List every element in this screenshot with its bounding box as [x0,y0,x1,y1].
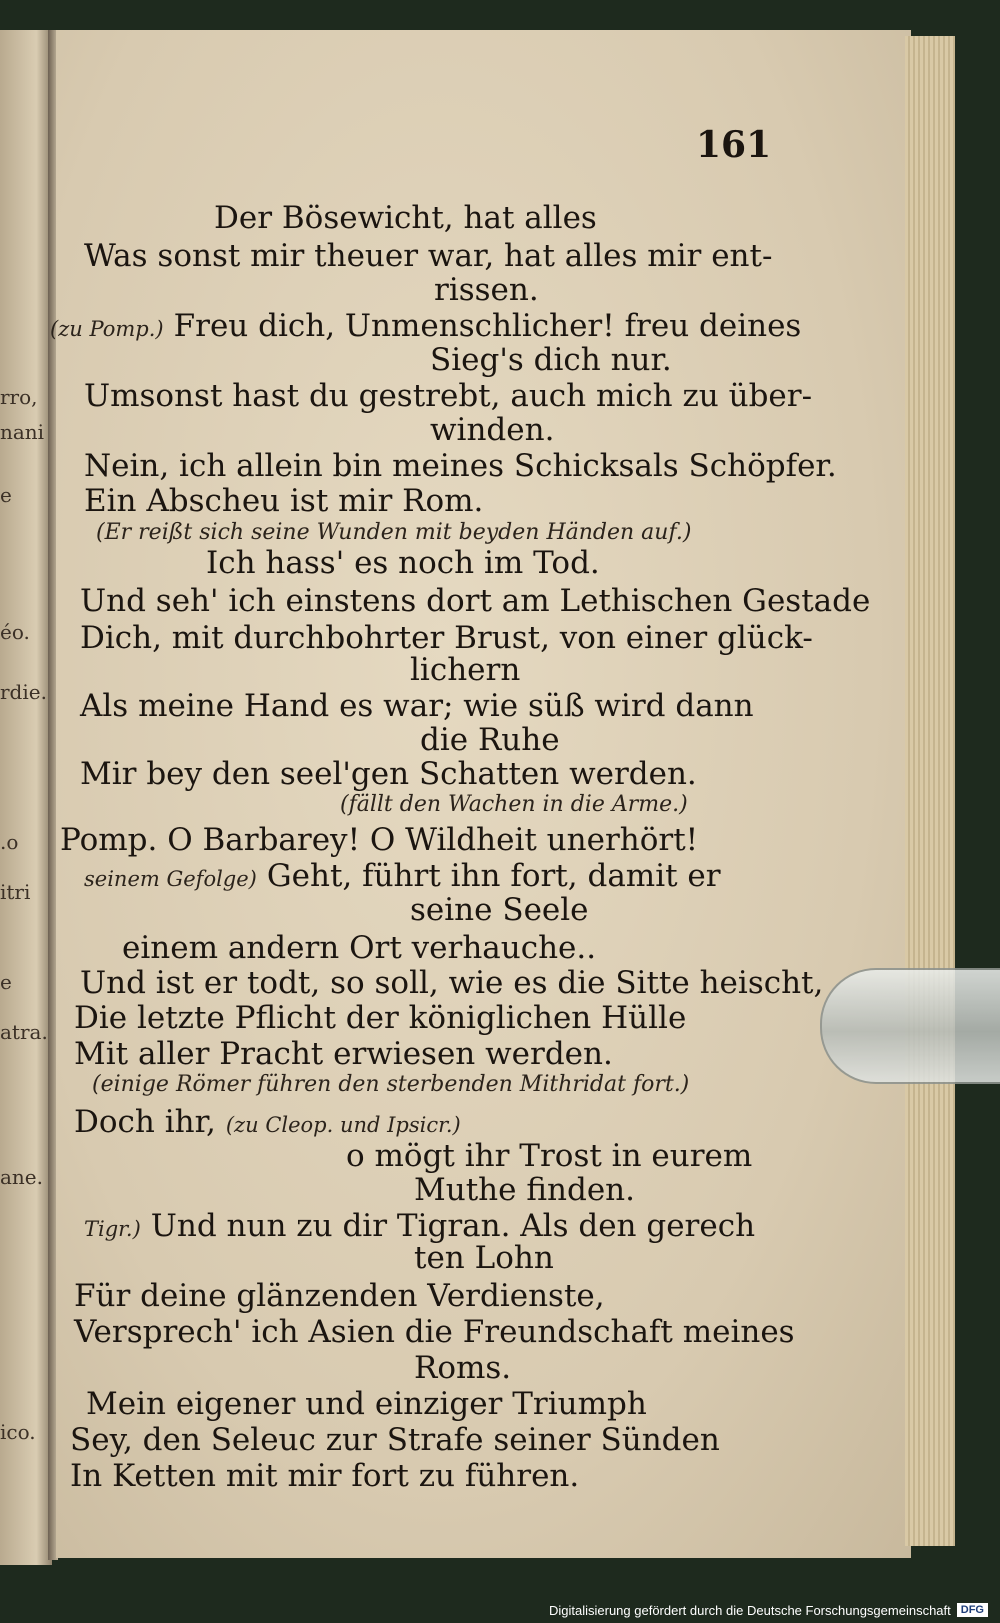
verse-line [414,1350,511,1386]
verse-line [430,342,672,378]
verse-line [84,378,812,414]
verse-line [80,688,754,724]
line-text: Geht, führt ihn fort, damit er [266,858,721,894]
left-page-fragment: .o [0,830,19,854]
verse-line [410,652,520,688]
line-text: (Er reißt sich seine Wunden mit beyden Händen auf.) [96,520,692,545]
line-text: o mögt ihr Trost in eurem [346,1138,753,1174]
line-text: Und ist er todt, so soll, wie es die Sitte heischt, [80,965,824,1001]
verse-line [414,1240,554,1276]
verse-line [84,448,837,484]
stage-direction: Tigr.) [84,1217,141,1241]
line-text: Mit aller Pracht erwiesen werden. [74,1036,613,1072]
stage-direction [92,1072,689,1097]
verse-line [214,200,597,236]
verse-line [74,1314,795,1350]
page-number: 161 [696,124,772,166]
line-text: Roms. [414,1350,512,1386]
stage-direction: seinem Gefolge) [84,867,257,891]
verse-line [80,620,813,656]
line-text: (fällt den Wachen in die Arme.) [340,792,688,817]
left-page-fragment: éo. [0,620,30,644]
verse-line [84,483,483,519]
line-text: Freu dich, Unmenschlicher! freu deines [173,308,802,344]
line-text: einem andern Ort verhauche.. [122,930,597,966]
left-page-fragment: rdie. [0,680,47,704]
line-text: Mein eigener und einziger Triumph [86,1386,647,1422]
verse-line [74,1104,471,1140]
verse-line [434,272,539,308]
verse-line [84,238,772,274]
verse-line [60,822,698,858]
footer-text: Digitalisierung gefördert durch die Deutsche Forschungsgemeinschaft [548,1602,951,1618]
line-text: Der Bösewicht, hat alles [214,200,597,236]
verse-line [410,892,589,928]
line-text: Und nun zu dir Tigran. Als den gerech [150,1208,756,1244]
line-text: Doch ihr, [74,1104,216,1140]
left-page-fragment: nani [0,420,45,444]
line-text: Die letzte Pflicht der königlichen Hülle [74,1000,687,1036]
line-text: Mir bey den seel'gen Schatten werden. [80,756,697,792]
verse-line [80,583,870,619]
line-text: Für deine glänzenden Verdienste, [74,1278,605,1314]
verse-line [206,545,600,581]
verse-line [70,1458,579,1494]
stage-direction: (zu Cleop. und Ipsicr.) [225,1113,461,1137]
verse-line [74,1278,605,1314]
line-text: Dich, mit durchbohrter Brust, von einer glück- [80,620,813,656]
verse-line [86,1386,647,1422]
line-text: Ein Abscheu ist mir Rom. [84,483,484,519]
stage-direction: (zu Pomp.) [50,317,164,341]
left-page-fragment: rro, [0,385,38,409]
left-page-fragment: itri [0,880,31,904]
dfg-logo: DFG [957,1603,988,1617]
line-text: rissen. [434,272,539,308]
verse-line [74,1000,686,1036]
line-text: lichern [410,652,521,688]
line-text: Pomp. O Barbarey! O Wildheit unerhört! [60,822,699,858]
line-text: Nein, ich allein bin meines Schicksals Schöpfer. [84,448,837,484]
stage-direction [96,520,691,545]
line-text: (einige Römer führen den sterbenden Mithridat fort.) [92,1072,690,1097]
left-page-fragment: e [0,970,12,994]
verse-line [50,308,801,344]
line-text: Muthe finden. [414,1172,635,1208]
footer [549,1599,988,1621]
line-text: die Ruhe [420,722,560,758]
stage-direction [340,792,688,817]
line-text: In Ketten mit mir fort zu führen. [70,1458,580,1494]
line-text: Und seh' ich einstens dort am Lethischen Gestade [80,583,871,619]
line-text: seine Seele [410,892,589,928]
line-text: ten Lohn [414,1240,554,1276]
left-page-fragment: ico. [0,1420,36,1444]
verse-line [74,1036,613,1072]
line-text: Was sonst mir theuer war, hat alles mir ent- [84,238,773,274]
page-edges [905,36,955,1546]
verse-line [70,1422,720,1458]
facing-page-left [0,30,52,1565]
verse-line [430,412,554,448]
verse-line [414,1172,635,1208]
verse-line [122,930,596,966]
line-text: winden. [430,412,555,448]
line-text: Sey, den Seleuc zur Strafe seiner Sünden [70,1422,720,1458]
line-text: Versprech' ich Asien die Freundschaft meines [74,1314,795,1350]
left-page-fragment: e [0,483,12,507]
left-page-fragment: atra. [0,1020,48,1044]
verse-line [346,1138,752,1174]
verse-line [80,756,697,792]
verse-line [420,722,560,758]
line-text: Ich hass' es noch im Tod. [206,545,600,581]
bookmark-clip [820,968,1000,1084]
line-text: Umsonst hast du gestrebt, auch mich zu über- [84,378,813,414]
left-page-fragment: ane. [0,1165,43,1189]
verse-line [84,1208,755,1244]
line-text: Als meine Hand es war; wie süß wird dann [80,688,754,724]
verse-line [80,965,823,1001]
line-text: Sieg's dich nur. [430,342,672,378]
verse-line [84,858,721,894]
